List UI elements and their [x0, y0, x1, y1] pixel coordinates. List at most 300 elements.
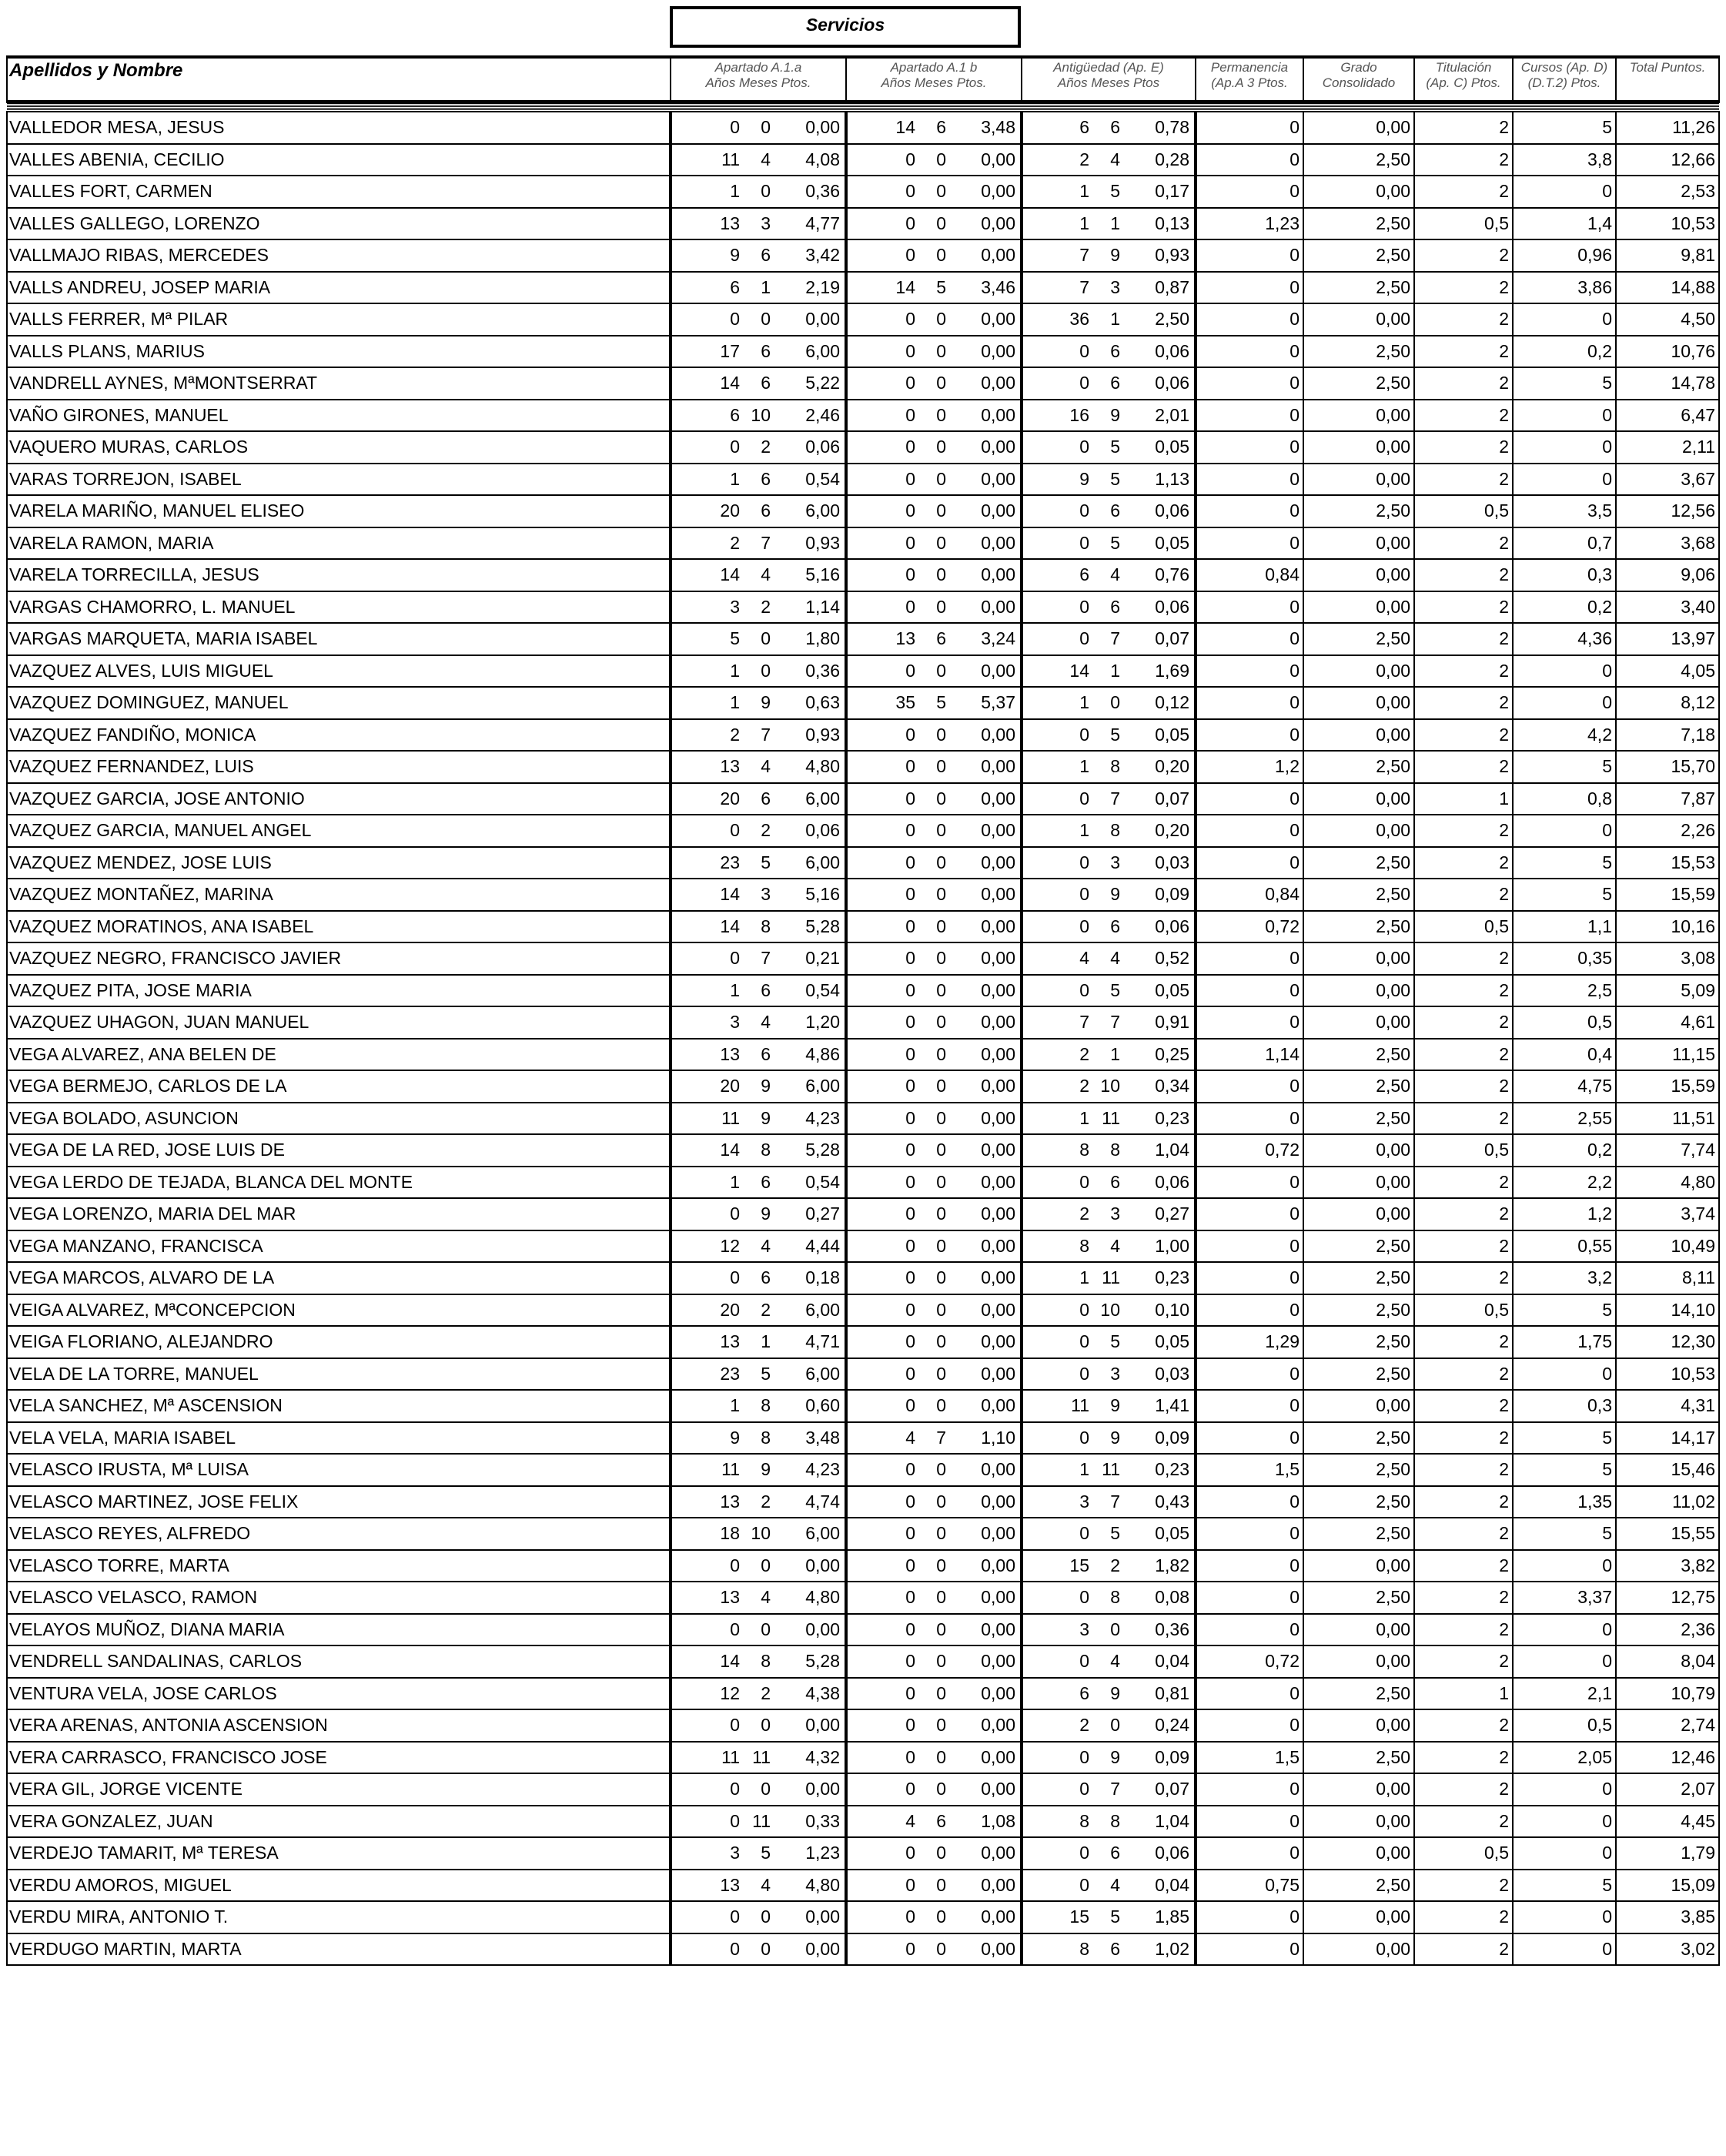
name-cell: VERDEJO TAMARIT, Mª TERESA: [7, 1837, 671, 1870]
titulacion-cell: 2: [1414, 879, 1513, 911]
table-row: [7, 112, 1719, 144]
apartado-a1b-cell: [846, 591, 1022, 624]
total-cell: 9,06: [1616, 559, 1719, 591]
apartado-a1a-years: 20: [720, 1299, 740, 1320]
apartado-a1a-months: 2: [761, 1682, 771, 1703]
total-cell: 1,79: [1616, 1837, 1719, 1870]
cursos-cell: 0,35: [1513, 942, 1616, 975]
apartado-a1b-points: 1,08: [981, 1810, 1015, 1831]
apartado-a1b-months: 0: [936, 1171, 946, 1192]
antiguedad-cell: [1022, 1837, 1196, 1870]
antiguedad-points: 0,43: [1155, 1491, 1189, 1512]
apartado-a1b-points: 0,00: [981, 1907, 1015, 1927]
antiguedad-years: 3: [1079, 1619, 1089, 1639]
apartado-a1a-points: 0,27: [805, 1204, 840, 1224]
name-cell: VAZQUEZ GARCIA, JOSE ANTONIO: [7, 783, 671, 815]
grado-cell: 0,00: [1303, 655, 1414, 688]
apartado-a1b-points: 0,00: [981, 149, 1015, 169]
apartado-a1b-cell: [846, 1678, 1022, 1710]
apartado-a1a-months: 6: [761, 1171, 771, 1192]
antiguedad-values: [1023, 1491, 1189, 1512]
cursos-cell: 5: [1513, 367, 1616, 400]
apartado-a1a-years: 1: [730, 1171, 740, 1192]
table-row: [7, 1645, 1719, 1678]
apartado-a1b-points: 0,00: [981, 1938, 1015, 1959]
apartado-a1b-cell: [846, 687, 1022, 719]
antiguedad-years: 8: [1079, 1810, 1089, 1831]
permanencia-cell: 0: [1196, 336, 1303, 368]
antiguedad-values: [1023, 820, 1189, 841]
apartado-a1a-months: 8: [761, 1140, 771, 1160]
apartado-a1a-months: 6: [761, 468, 771, 489]
antiguedad-points: 0,24: [1155, 1715, 1189, 1736]
antiguedad-months: 4: [1110, 149, 1120, 169]
antiguedad-months: 11: [1102, 1267, 1120, 1288]
permanencia-cell: 0: [1196, 847, 1303, 879]
name-cell: VENTURA VELA, JOSE CARLOS: [7, 1678, 671, 1710]
table-row: [7, 1901, 1719, 1933]
apartado-a1b-years: 0: [905, 1651, 915, 1672]
antiguedad-values: [1023, 725, 1189, 745]
cursos-cell: 5: [1513, 112, 1616, 144]
column-header-titulacion: [1414, 57, 1513, 102]
apartado-a1b-points: 0,00: [981, 1555, 1015, 1575]
total-cell: 13,97: [1616, 623, 1719, 655]
table-row: [7, 336, 1719, 368]
permanencia-cell: 1,5: [1196, 1454, 1303, 1486]
apartado-a1a-cell: [671, 1582, 846, 1614]
permanencia-cell: 0: [1196, 431, 1303, 464]
apartado-a1b-points: 0,00: [981, 1843, 1015, 1863]
apartado-a1a-values: [672, 500, 840, 521]
name-cell: VALLMAJO RIBAS, MERCEDES: [7, 239, 671, 272]
apartado-a1b-years: 0: [905, 884, 915, 905]
column-header-apartado-a1a: [671, 57, 846, 102]
name-cell: VELA SANCHEZ, Mª ASCENSION: [7, 1390, 671, 1422]
apartado-a1b-months: 0: [936, 756, 946, 777]
antiguedad-points: 0,05: [1155, 1331, 1189, 1352]
apartado-a1a-points: 0,54: [805, 1171, 840, 1192]
cursos-cell: 0: [1513, 1773, 1616, 1806]
titulacion-cell: 2: [1414, 1230, 1513, 1263]
apartado-a1a-points: 0,00: [805, 1938, 840, 1959]
apartado-a1a-months: 9: [761, 1204, 771, 1224]
apartado-a1b-values: [848, 788, 1015, 809]
antiguedad-years: 0: [1079, 1746, 1089, 1767]
apartado-a1a-points: 0,18: [805, 1267, 840, 1288]
total-cell: 4,61: [1616, 1006, 1719, 1039]
apartado-a1a-points: 0,63: [805, 692, 840, 713]
cursos-cell: 0: [1513, 655, 1616, 688]
permanencia-cell: 0: [1196, 495, 1303, 527]
apartado-a1b-points: 0,00: [981, 1682, 1015, 1703]
name-cell: VAZQUEZ MENDEZ, JOSE LUIS: [7, 847, 671, 879]
column-header-cursos-title: Cursos (Ap. D): [1520, 60, 1608, 75]
column-header-cursos: [1513, 57, 1616, 102]
apartado-a1b-years: 0: [905, 979, 915, 1000]
antiguedad-months: 6: [1110, 1171, 1120, 1192]
antiguedad-cell: [1022, 1103, 1196, 1135]
name-cell: VAQUERO MURAS, CARLOS: [7, 431, 671, 464]
apartado-a1b-values: [848, 1108, 1015, 1129]
apartado-a1a-months: 0: [761, 1779, 771, 1799]
antiguedad-points: 0,34: [1155, 1076, 1189, 1096]
apartado-a1b-cell: [846, 336, 1022, 368]
apartado-a1b-years: 0: [905, 1523, 915, 1544]
grado-cell: 0,00: [1303, 1806, 1414, 1838]
apartado-a1b-values: [848, 437, 1015, 457]
apartado-a1b-points: 3,48: [981, 117, 1015, 138]
name-cell: VARAS TORREJON, ISABEL: [7, 464, 671, 496]
cursos-cell: 0,3: [1513, 1390, 1616, 1422]
apartado-a1b-years: 0: [905, 852, 915, 872]
titulacion-cell: 2: [1414, 400, 1513, 432]
permanencia-cell: 0: [1196, 1773, 1303, 1806]
apartado-a1b-months: 0: [936, 1107, 946, 1128]
antiguedad-points: 0,17: [1155, 181, 1189, 202]
titulacion-cell: 2: [1414, 847, 1513, 879]
grado-cell: 2,50: [1303, 1103, 1414, 1135]
cursos-cell: 1,4: [1513, 208, 1616, 240]
antiguedad-cell: [1022, 1645, 1196, 1678]
apartado-a1a-months: 2: [761, 1299, 771, 1320]
table-row: [7, 1390, 1719, 1422]
antiguedad-points: 0,07: [1155, 1779, 1189, 1799]
apartado-a1a-values: [672, 1587, 840, 1608]
apartado-a1a-values: [672, 1811, 840, 1832]
name-cell: VARELA MARIÑO, MANUEL ELISEO: [7, 495, 671, 527]
total-cell: 2,36: [1616, 1614, 1719, 1646]
apartado-a1b-cell: [846, 495, 1022, 527]
apartado-a1b-values: [848, 916, 1015, 937]
apartado-a1a-values: [672, 1683, 840, 1704]
apartado-a1b-cell: [846, 144, 1022, 176]
antiguedad-months: 4: [1110, 1874, 1120, 1895]
apartado-a1b-cell: [846, 942, 1022, 975]
name-cell: VEGA DE LA RED, JOSE LUIS DE: [7, 1134, 671, 1167]
name-cell: VELA DE LA TORRE, MANUEL: [7, 1358, 671, 1391]
apartado-a1b-points: 0,00: [981, 213, 1015, 233]
table-row: [7, 1454, 1719, 1486]
apartado-a1b-values: [848, 820, 1015, 841]
table-row: [7, 367, 1719, 400]
apartado-a1a-values: [672, 1076, 840, 1096]
apartado-a1b-months: 0: [936, 468, 946, 489]
antiguedad-years: 0: [1079, 1171, 1089, 1192]
total-cell: 4,05: [1616, 655, 1719, 688]
apartado-a1a-points: 6,00: [805, 1299, 840, 1320]
apartado-a1b-values: [848, 1076, 1015, 1096]
apartado-a1b-months: 0: [936, 1363, 946, 1384]
cursos-cell: 3,2: [1513, 1262, 1616, 1294]
apartado-a1a-values: [672, 597, 840, 618]
apartado-a1b-points: 0,00: [981, 1076, 1015, 1096]
apartado-a1b-months: 0: [936, 1299, 946, 1320]
apartado-a1a-cell: [671, 1709, 846, 1742]
cursos-cell: 1,1: [1513, 911, 1616, 943]
name-cell: VARELA TORRECILLA, JESUS: [7, 559, 671, 591]
antiguedad-cell: [1022, 1773, 1196, 1806]
antiguedad-years: 0: [1079, 437, 1089, 457]
apartado-a1a-points: 4,71: [805, 1331, 840, 1352]
apartado-a1a-values: [672, 1044, 840, 1065]
apartado-a1a-months: 4: [761, 1235, 771, 1256]
grado-cell: 0,00: [1303, 1773, 1414, 1806]
permanencia-cell: 0: [1196, 272, 1303, 304]
antiguedad-cell: [1022, 1262, 1196, 1294]
apartado-a1b-months: 0: [936, 1140, 946, 1160]
antiguedad-cell: [1022, 1230, 1196, 1263]
name-cell: VERA ARENAS, ANTONIA ASCENSION: [7, 1709, 671, 1742]
table-row: [7, 208, 1719, 240]
permanencia-cell: 0: [1196, 400, 1303, 432]
apartado-a1b-months: 0: [936, 820, 946, 841]
antiguedad-points: 0,20: [1155, 756, 1189, 777]
antiguedad-points: 0,12: [1155, 692, 1189, 713]
apartado-a1a-points: 0,00: [805, 1555, 840, 1575]
permanencia-cell: 0: [1196, 1933, 1303, 1966]
apartado-a1a-years: 17: [720, 340, 740, 361]
apartado-a1a-months: 9: [761, 692, 771, 713]
total-cell: 9,81: [1616, 239, 1719, 272]
table-row: [7, 1870, 1719, 1902]
apartado-a1b-values: [848, 149, 1015, 170]
antiguedad-cell: [1022, 815, 1196, 847]
permanencia-cell: 1,5: [1196, 1742, 1303, 1774]
antiguedad-points: 0,10: [1155, 1299, 1189, 1320]
apartado-a1b-months: 0: [936, 1843, 946, 1863]
apartado-a1a-values: [672, 916, 840, 937]
apartado-a1b-points: 0,00: [981, 309, 1015, 330]
name-cell: VERDU MIRA, ANTONIO T.: [7, 1901, 671, 1933]
apartado-a1a-years: 18: [720, 1523, 740, 1544]
antiguedad-cell: [1022, 975, 1196, 1007]
titulacion-cell: 2: [1414, 144, 1513, 176]
table-row: [7, 1326, 1719, 1358]
titulacion-cell: 2: [1414, 303, 1513, 336]
apartado-a1b-points: 0,00: [981, 1331, 1015, 1352]
apartado-a1b-values: [848, 1843, 1015, 1863]
apartado-a1b-months: 0: [936, 788, 946, 808]
apartado-a1a-years: 1: [730, 660, 740, 681]
apartado-a1b-years: 0: [905, 916, 915, 936]
grado-cell: 2,50: [1303, 1870, 1414, 1902]
apartado-a1b-months: 0: [936, 1907, 946, 1927]
apartado-a1a-cell: [671, 272, 846, 304]
permanencia-cell: 0: [1196, 1550, 1303, 1582]
apartado-a1b-years: 0: [905, 373, 915, 393]
antiguedad-years: 0: [1079, 852, 1089, 872]
antiguedad-years: 6: [1079, 1682, 1089, 1703]
antiguedad-values: [1023, 661, 1189, 681]
apartado-a1a-points: 0,36: [805, 660, 840, 681]
apartado-a1b-points: 3,46: [981, 276, 1015, 297]
antiguedad-points: 0,06: [1155, 1171, 1189, 1192]
table-row: [7, 495, 1719, 527]
antiguedad-values: [1023, 1204, 1189, 1224]
apartado-a1b-values: [848, 692, 1015, 713]
apartado-a1a-points: 4,80: [805, 1874, 840, 1895]
apartado-a1a-points: 1,20: [805, 1012, 840, 1033]
grado-cell: 2,50: [1303, 1262, 1414, 1294]
titulacion-cell: 2: [1414, 527, 1513, 560]
antiguedad-points: 0,06: [1155, 1843, 1189, 1863]
titulacion-cell: 2: [1414, 1262, 1513, 1294]
apartado-a1a-values: [672, 469, 840, 490]
antiguedad-points: 1,85: [1155, 1907, 1189, 1927]
apartado-a1a-points: 5,28: [805, 1140, 840, 1160]
apartado-a1a-years: 3: [730, 596, 740, 617]
apartado-a1a-values: [672, 788, 840, 809]
apartado-a1b-values: [848, 181, 1015, 202]
antiguedad-years: 0: [1079, 1843, 1089, 1863]
titulacion-cell: 2: [1414, 1742, 1513, 1774]
antiguedad-values: [1023, 1236, 1189, 1257]
antiguedad-months: 6: [1110, 340, 1120, 361]
total-cell: 2,53: [1616, 176, 1719, 208]
apartado-a1b-cell: [846, 208, 1022, 240]
apartado-a1b-values: [848, 213, 1015, 234]
apartado-a1b-cell: [846, 623, 1022, 655]
apartado-a1a-cell: [671, 431, 846, 464]
table-row: [7, 1294, 1719, 1327]
apartado-a1b-points: 5,37: [981, 692, 1015, 713]
apartado-a1b-years: 0: [905, 1907, 915, 1927]
grado-cell: 2,50: [1303, 1678, 1414, 1710]
titulacion-cell: 2: [1414, 431, 1513, 464]
antiguedad-points: 1,00: [1155, 1235, 1189, 1256]
antiguedad-values: [1023, 1428, 1189, 1448]
antiguedad-months: 5: [1110, 532, 1120, 553]
permanencia-cell: 0: [1196, 303, 1303, 336]
apartado-a1b-values: [848, 756, 1015, 777]
apartado-a1b-values: [848, 1619, 1015, 1640]
apartado-a1a-points: 0,36: [805, 181, 840, 202]
permanencia-cell: 0: [1196, 687, 1303, 719]
antiguedad-values: [1023, 213, 1189, 234]
apartado-a1b-months: 6: [936, 628, 946, 649]
total-cell: 15,59: [1616, 1070, 1719, 1103]
name-cell: VELA VELA, MARIA ISABEL: [7, 1422, 671, 1455]
antiguedad-points: 0,06: [1155, 596, 1189, 617]
antiguedad-months: 5: [1110, 1907, 1120, 1927]
cursos-cell: 3,86: [1513, 272, 1616, 304]
antiguedad-values: [1023, 1875, 1189, 1896]
antiguedad-points: 0,09: [1155, 1427, 1189, 1448]
cursos-cell: 5: [1513, 751, 1616, 783]
antiguedad-values: [1023, 405, 1189, 426]
table-row: [7, 527, 1719, 560]
antiguedad-months: 7: [1110, 1779, 1120, 1799]
apartado-a1a-years: 23: [720, 852, 740, 872]
grado-cell: 0,00: [1303, 1645, 1414, 1678]
total-cell: 3,67: [1616, 464, 1719, 496]
apartado-a1b-values: [848, 469, 1015, 490]
total-cell: 7,87: [1616, 783, 1719, 815]
grado-cell: 0,00: [1303, 1134, 1414, 1167]
apartado-a1a-values: [672, 1619, 840, 1640]
antiguedad-cell: [1022, 1518, 1196, 1550]
permanencia-cell: 0: [1196, 1614, 1303, 1646]
antiguedad-cell: [1022, 239, 1196, 272]
table-row: [7, 847, 1719, 879]
antiguedad-values: [1023, 1523, 1189, 1544]
table-row: [7, 975, 1719, 1007]
apartado-a1b-values: [848, 1012, 1015, 1033]
antiguedad-cell: [1022, 1390, 1196, 1422]
permanencia-cell: 0: [1196, 1582, 1303, 1614]
apartado-a1b-years: 0: [905, 1587, 915, 1608]
apartado-a1b-points: 0,00: [981, 1619, 1015, 1639]
permanencia-cell: 0: [1196, 1358, 1303, 1391]
apartado-a1a-values: [672, 213, 840, 234]
total-cell: 4,45: [1616, 1806, 1719, 1838]
antiguedad-values: [1023, 756, 1189, 777]
name-cell: VERA GIL, JORGE VICENTE: [7, 1773, 671, 1806]
apartado-a1a-cell: [671, 1773, 846, 1806]
antiguedad-points: 0,23: [1155, 1459, 1189, 1480]
antiguedad-cell: [1022, 942, 1196, 975]
apartado-a1a-values: [672, 437, 840, 457]
apartado-a1a-months: 0: [761, 1938, 771, 1959]
grado-cell: 0,00: [1303, 1614, 1414, 1646]
antiguedad-points: 0,05: [1155, 979, 1189, 1000]
column-header-permanencia: [1196, 57, 1303, 102]
apartado-a1b-years: 0: [905, 564, 915, 585]
apartado-a1b-cell: [846, 1550, 1022, 1582]
titulacion-cell: 2: [1414, 112, 1513, 144]
antiguedad-months: 7: [1110, 628, 1120, 649]
apartado-a1a-cell: [671, 1870, 846, 1902]
apartado-a1b-points: 0,00: [981, 1459, 1015, 1480]
apartado-a1b-points: 0,00: [981, 1746, 1015, 1767]
apartado-a1b-cell: [846, 303, 1022, 336]
antiguedad-cell: [1022, 527, 1196, 560]
apartado-a1a-values: [672, 1523, 840, 1544]
antiguedad-values: [1023, 1779, 1189, 1799]
table-row: [7, 1518, 1719, 1550]
antiguedad-points: 0,27: [1155, 1204, 1189, 1224]
antiguedad-years: 11: [1071, 1395, 1089, 1416]
apartado-a1b-values: [848, 1651, 1015, 1672]
antiguedad-years: 0: [1079, 532, 1089, 553]
scores-table-container: [6, 55, 1720, 1966]
permanencia-cell: 0: [1196, 975, 1303, 1007]
apartado-a1a-years: 12: [720, 1682, 740, 1703]
apartado-a1a-years: 14: [720, 1651, 740, 1672]
table-row: [7, 1006, 1719, 1039]
total-cell: 10,49: [1616, 1230, 1719, 1263]
apartado-a1a-cell: [671, 336, 846, 368]
apartado-a1b-months: 0: [936, 884, 946, 905]
titulacion-cell: 2: [1414, 1167, 1513, 1199]
antiguedad-points: 0,52: [1155, 948, 1189, 969]
apartado-a1a-points: 0,93: [805, 532, 840, 553]
apartado-a1b-months: 0: [936, 916, 946, 936]
antiguedad-cell: [1022, 1678, 1196, 1710]
apartado-a1a-values: [672, 405, 840, 426]
antiguedad-cell: [1022, 1550, 1196, 1582]
apartado-a1a-months: 5: [761, 1843, 771, 1863]
apartado-a1b-cell: [846, 1486, 1022, 1518]
total-cell: 10,79: [1616, 1678, 1719, 1710]
apartado-a1b-months: 0: [936, 1715, 946, 1736]
apartado-a1a-cell: [671, 400, 846, 432]
apartado-a1b-values: [848, 1236, 1015, 1257]
cursos-cell: 0,5: [1513, 1709, 1616, 1742]
apartado-a1b-months: 0: [936, 373, 946, 393]
antiguedad-cell: [1022, 176, 1196, 208]
